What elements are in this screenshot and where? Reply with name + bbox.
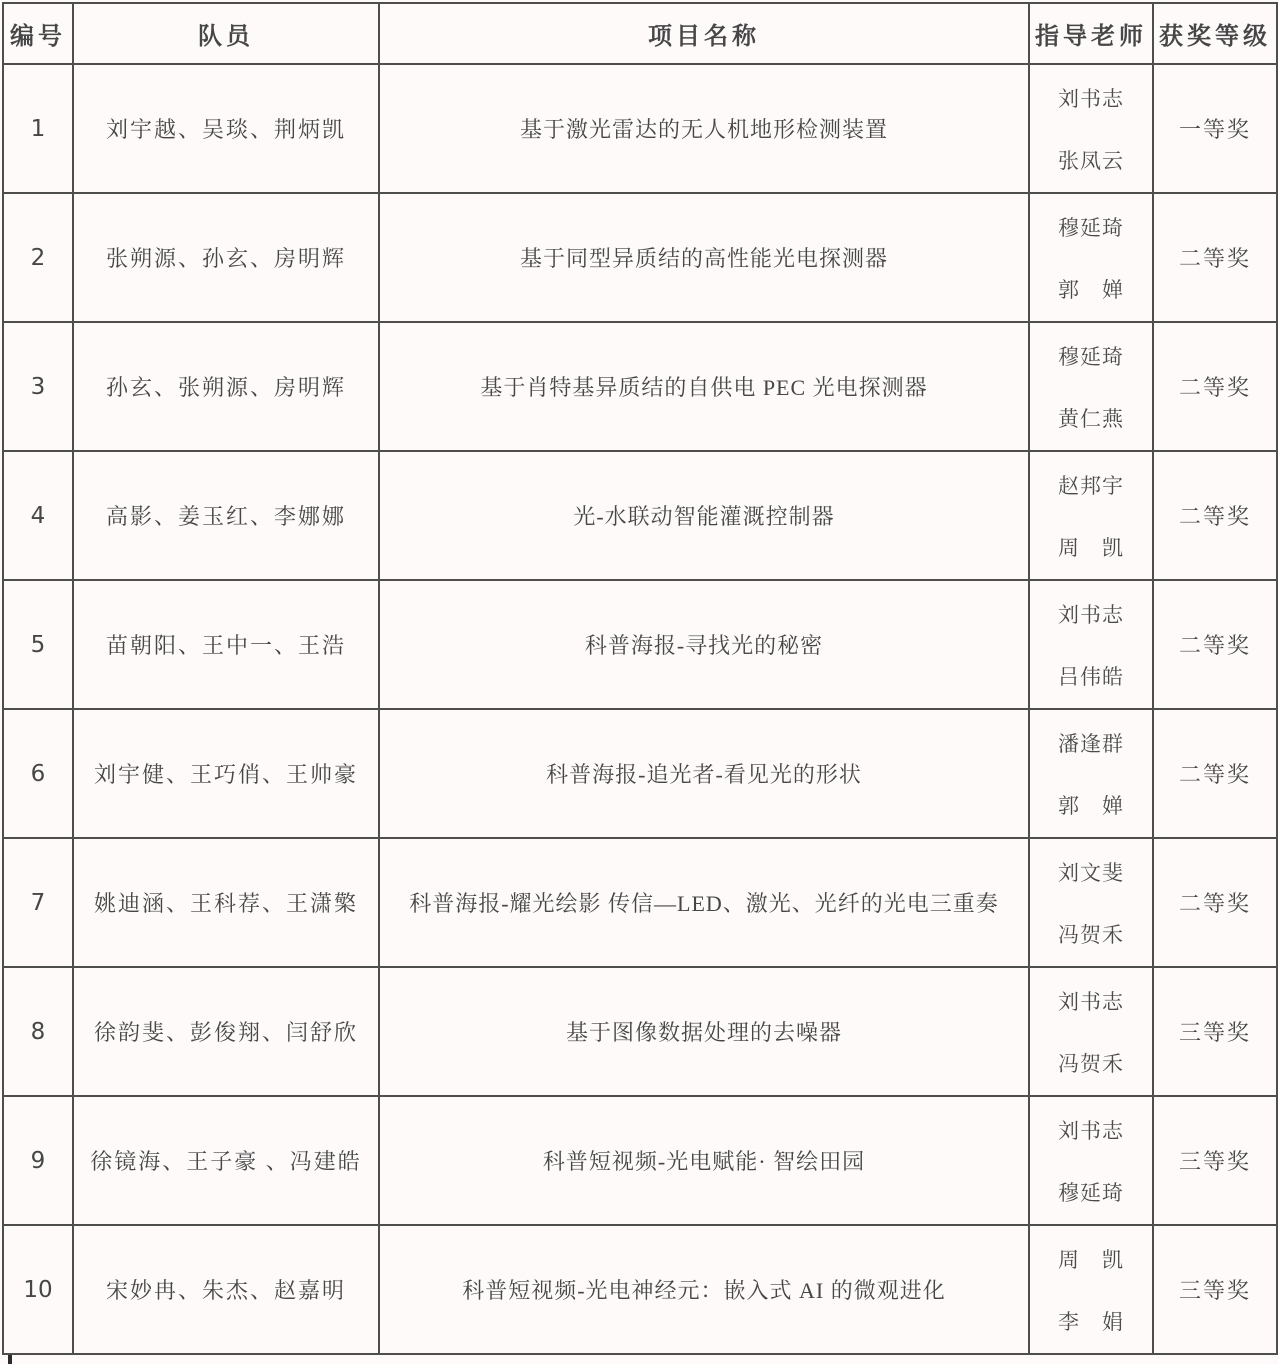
advisor-stack [1034, 857, 1148, 949]
table-row [3, 322, 1277, 451]
project-name-cell: 基于同型异质结的高性能光电探测器 [379, 193, 1029, 322]
table-row [3, 838, 1277, 967]
team-members-cell: 张朔源、孙玄、房明辉 [73, 193, 379, 322]
table-row [3, 709, 1277, 838]
advisor-name: 刘文斐 [1058, 860, 1124, 885]
scan-artifact-mark [8, 1355, 12, 1364]
column-header-project: 项目名称 [379, 3, 1029, 64]
row-number-cell: 4 [3, 451, 73, 580]
column-header-advisor: 指导老师 [1029, 3, 1153, 64]
project-name-cell: 科普短视频-光电赋能· 智绘田园 [379, 1096, 1029, 1225]
advisor-stack [1034, 1244, 1148, 1336]
column-header-members: 队员 [73, 3, 379, 64]
row-number-cell: 3 [3, 322, 73, 451]
advisor-name: 穆延琦 [1058, 344, 1124, 369]
award-level-cell: 二等奖 [1153, 838, 1277, 967]
award-level-cell: 三等奖 [1153, 1096, 1277, 1225]
row-number-cell: 10 [3, 1225, 73, 1354]
award-level-cell: 二等奖 [1153, 709, 1277, 838]
table-row [3, 451, 1277, 580]
advisor-name: 穆延琦 [1058, 215, 1124, 240]
table-row [3, 967, 1277, 1096]
advisors-cell [1029, 967, 1153, 1096]
project-name-cell: 光-水联动智能灌溉控制器 [379, 451, 1029, 580]
row-number-cell: 9 [3, 1096, 73, 1225]
award-level-cell: 三等奖 [1153, 967, 1277, 1096]
team-members-cell: 刘宇健、王巧俏、王帅豪 [73, 709, 379, 838]
row-number-cell: 8 [3, 967, 73, 1096]
advisors-cell [1029, 322, 1153, 451]
award-level-cell: 三等奖 [1153, 1225, 1277, 1354]
row-number-cell: 7 [3, 838, 73, 967]
project-name-cell: 基于图像数据处理的去噪器 [379, 967, 1029, 1096]
advisor-name: 冯贺禾 [1058, 922, 1124, 947]
advisor-name: 刘书志 [1058, 1118, 1124, 1143]
advisor-name: 冯贺禾 [1058, 1051, 1124, 1076]
advisor-stack [1034, 599, 1148, 691]
award-level-cell: 二等奖 [1153, 451, 1277, 580]
table-row [3, 193, 1277, 322]
award-level-cell: 二等奖 [1153, 580, 1277, 709]
advisor-stack [1034, 986, 1148, 1078]
advisor-stack [1034, 212, 1148, 304]
advisors-cell [1029, 838, 1153, 967]
team-members-cell: 徐镜海、王子豪 、冯建皓 [73, 1096, 379, 1225]
advisors-cell [1029, 1225, 1153, 1354]
award-level-cell: 二等奖 [1153, 322, 1277, 451]
row-number-cell: 1 [3, 64, 73, 193]
advisor-name: 刘书志 [1058, 989, 1124, 1014]
advisors-cell [1029, 580, 1153, 709]
advisor-stack [1034, 341, 1148, 433]
advisor-name: 刘书志 [1058, 86, 1124, 111]
award-level-cell: 二等奖 [1153, 193, 1277, 322]
table-row [3, 580, 1277, 709]
project-name-cell: 科普海报-寻找光的秘密 [379, 580, 1029, 709]
advisor-stack [1034, 83, 1148, 175]
table-row [3, 1225, 1277, 1354]
advisors-cell [1029, 451, 1153, 580]
row-number-cell: 6 [3, 709, 73, 838]
team-members-cell: 宋妙冉、朱杰、赵嘉明 [73, 1225, 379, 1354]
team-members-cell: 姚迪涵、王科荐、王潇檠 [73, 838, 379, 967]
row-number-cell: 2 [3, 193, 73, 322]
project-name-cell: 科普海报-耀光绘影 传信—LED、激光、光纤的光电三重奏 [379, 838, 1029, 967]
project-name-cell: 科普海报-追光者-看见光的形状 [379, 709, 1029, 838]
advisors-cell [1029, 1096, 1153, 1225]
row-number-cell: 5 [3, 580, 73, 709]
advisors-cell [1029, 193, 1153, 322]
advisor-name: 黄仁燕 [1058, 406, 1124, 431]
project-name-cell: 基于激光雷达的无人机地形检测装置 [379, 64, 1029, 193]
advisor-name: 赵邦宇 [1058, 473, 1124, 498]
column-header-award: 获奖等级 [1153, 3, 1277, 64]
award-level-cell: 一等奖 [1153, 64, 1277, 193]
advisor-name: 刘书志 [1058, 602, 1124, 627]
advisor-name: 周 凯 [1058, 1247, 1124, 1272]
advisor-stack [1034, 728, 1148, 820]
header-row [3, 3, 1277, 64]
column-header-id: 编号 [3, 3, 73, 64]
team-members-cell: 高影、姜玉红、李娜娜 [73, 451, 379, 580]
table-body [3, 64, 1277, 1354]
advisor-name: 郭 婵 [1058, 277, 1124, 302]
advisors-cell [1029, 709, 1153, 838]
advisor-name: 周 凯 [1058, 535, 1124, 560]
advisor-name: 郭 婵 [1058, 793, 1124, 818]
advisor-name: 吕伟皓 [1058, 664, 1124, 689]
advisor-name: 潘逢群 [1058, 731, 1124, 756]
advisors-cell [1029, 64, 1153, 193]
table-row [3, 1096, 1277, 1225]
advisor-name: 李 娟 [1058, 1309, 1124, 1334]
team-members-cell: 孙玄、张朔源、房明辉 [73, 322, 379, 451]
advisor-stack [1034, 470, 1148, 562]
project-name-cell: 基于肖特基异质结的自供电 PEC 光电探测器 [379, 322, 1029, 451]
team-members-cell: 苗朝阳、王中一、王浩 [73, 580, 379, 709]
table-row [3, 64, 1277, 193]
team-members-cell: 刘宇越、吴琰、荆炳凯 [73, 64, 379, 193]
advisor-stack [1034, 1115, 1148, 1207]
advisor-name: 张凤云 [1058, 148, 1124, 173]
awards-table [2, 2, 1278, 1355]
advisor-name: 穆延琦 [1058, 1180, 1124, 1205]
project-name-cell: 科普短视频-光电神经元：嵌入式 AI 的微观进化 [379, 1225, 1029, 1354]
team-members-cell: 徐韵斐、彭俊翔、闫舒欣 [73, 967, 379, 1096]
